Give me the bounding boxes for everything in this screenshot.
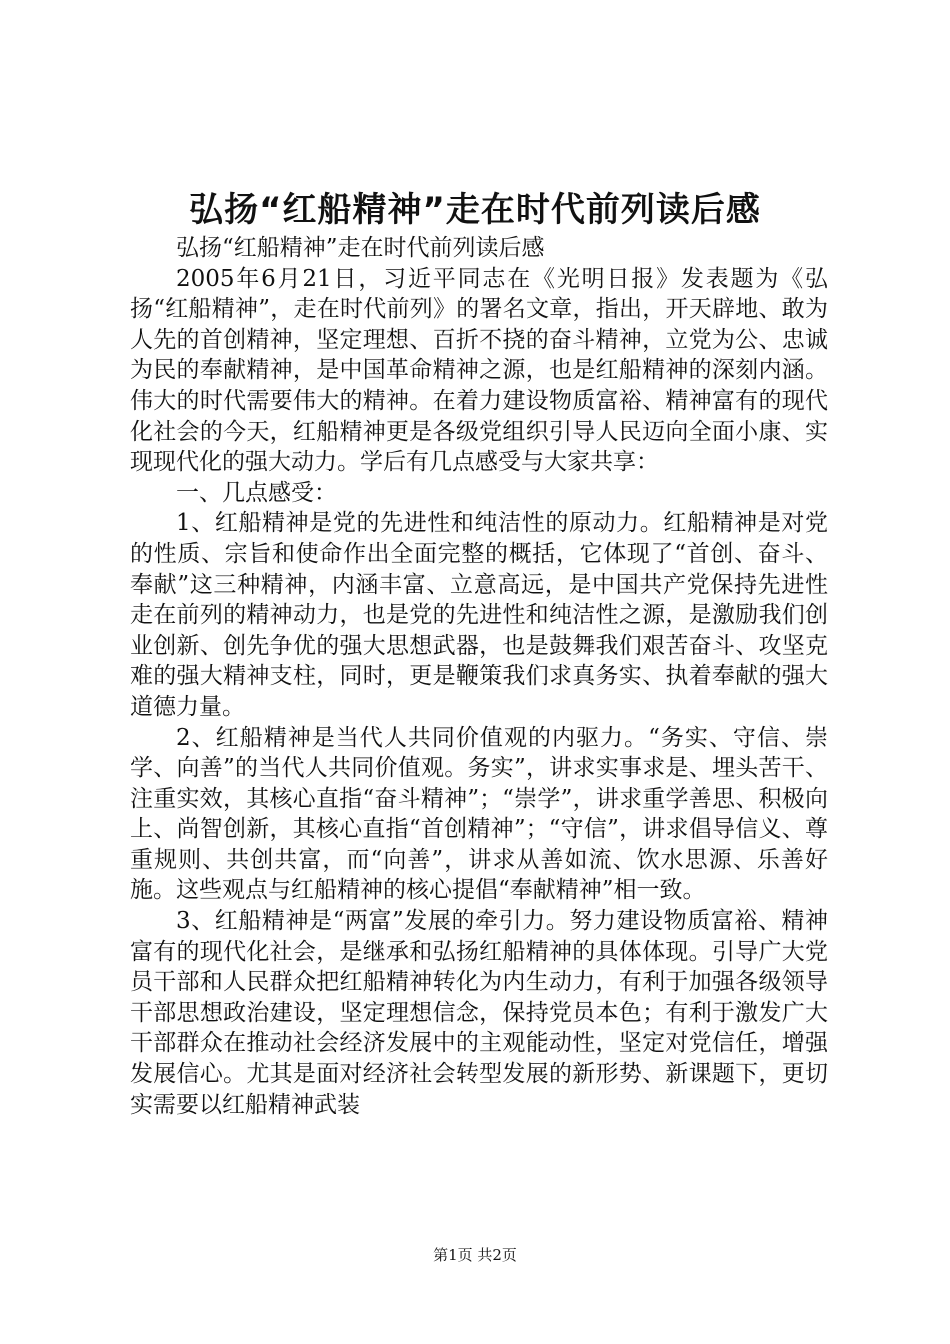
section-heading: 一、几点感受： [176,479,337,506]
page-number-footer: 第1页 共2页 [433,1246,517,1264]
intro-paragraph: 2005年6月21日，习近平同志在《光明日报》发表题为《弘扬“红船精神”，走在时代前列》的署名文章，指出，开天辟地、敢为人先的首创精神，坚定理想、百折不挠的奋斗精神，立党为公、忠诚为民的奉献精神，是中国革命精神之源，也是红船精神的深刻内涵。伟大的时代需要伟大的精神。在着力建设物质富裕、精神富有的现代化社会的今天，红船精神更是各级党组织引导人民迈向全面小康、实现现代化的强大动力。学后有几点感受与大家共享： [130,265,828,476]
point-paragraph-1: 1、红船精神是党的先进性和纯洁性的原动力。红船精神是对党的性质、宗旨和使命作出全面完整的概括，它体现了“首创、奋斗、奉献”这三种精神，内涵丰富、立意高远，是中国共产党保持先进性走在前列的精神动力，也是党的先进性和纯洁性之源，是激励我们创业创新、创先争优的强大思想武器，也是鼓舞我们艰苦奋斗、攻坚克难的强大精神支柱，同时，更是鞭策我们求真务实、执着奉献的强大道德力量。 [130,510,828,720]
point-paragraph-3: 3、红船精神是“两富”发展的牵引力。努力建设物质富裕、精神富有的现代化社会，是继承和弘扬红船精神的具体体现。引导广大党员干部和人民群众把红船精神转化为内生动力，有利于加强各级领导干部思想政治建设，坚定理想信念，保持党员本色；有利于激发广大干部群众在推动社会经济发展中的主观能动性，坚定对党信任，增强发展信心。尤其是面对经济社会转型发展的新形势、新课题下，更切实需要以红船精神武装 [130,908,828,1118]
subtitle-paragraph: 弘扬“红船精神”走在时代前列读后感 [176,235,545,261]
document-body [130,233,828,1120]
point-paragraph-2: 2、红船精神是当代人共同价值观的内驱力。“务实、守信、崇学、向善”的当代人共同价值观。务实”，讲求实事求是、埋头苦干、注重实效，其核心直指“奋斗精神”；“崇学”，讲求重学善思、积极向上、尚智创新，其核心直指“首创精神”；“守信”，讲求倡导信义、尊重规则、共创共富，而“向善”，讲求从善如流、饮水思源、乐善好施。这些观点与红船精神的核心提倡“奉献精神”相一致。 [130,724,828,904]
document-title: 弘扬“红船精神”走在时代前列读后感 [189,190,761,230]
